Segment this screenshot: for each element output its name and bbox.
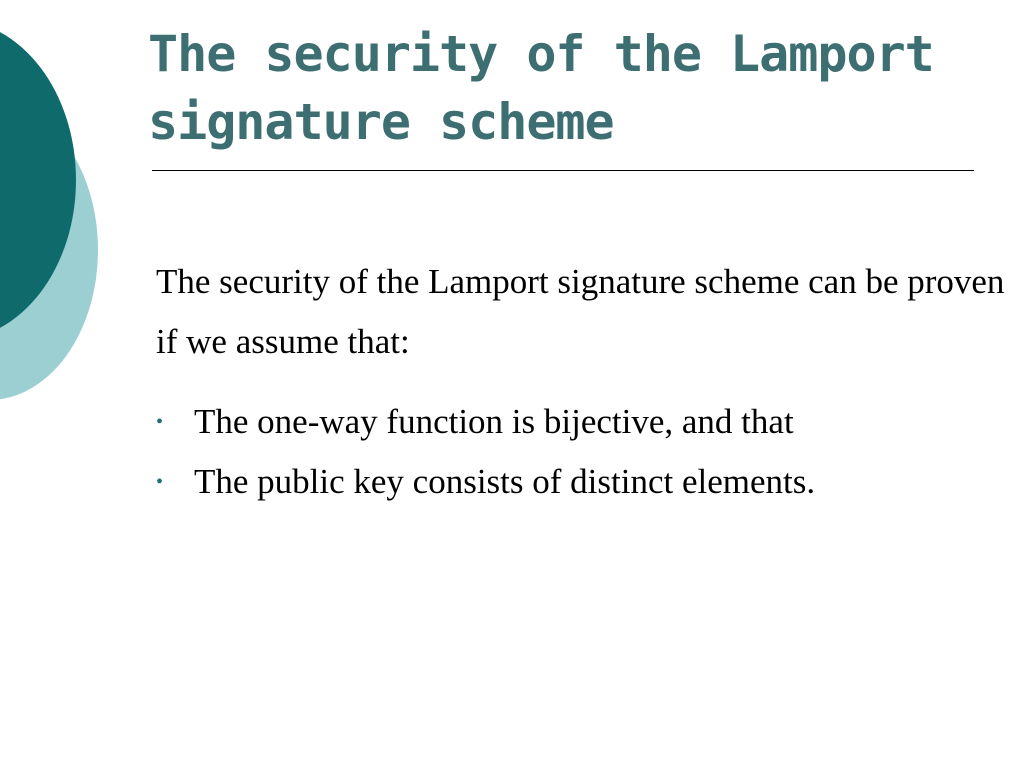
- bullet-item: [156, 452, 1006, 512]
- intro-paragraph: The security of the Lamport signature scheme can be proven if we assume that:: [156, 262, 1005, 361]
- bullet-list: [156, 392, 1006, 512]
- slide-title: The security of the Lamport signature scheme: [148, 25, 934, 151]
- bullet-icon: •: [156, 471, 164, 493]
- bullet-text: The public key consists of distinct elements.: [194, 462, 816, 501]
- bullet-item: [156, 392, 1006, 452]
- bullet-icon: •: [156, 411, 164, 433]
- bullet-text: The one-way function is bijective, and that: [194, 402, 794, 441]
- title-divider: [152, 170, 974, 171]
